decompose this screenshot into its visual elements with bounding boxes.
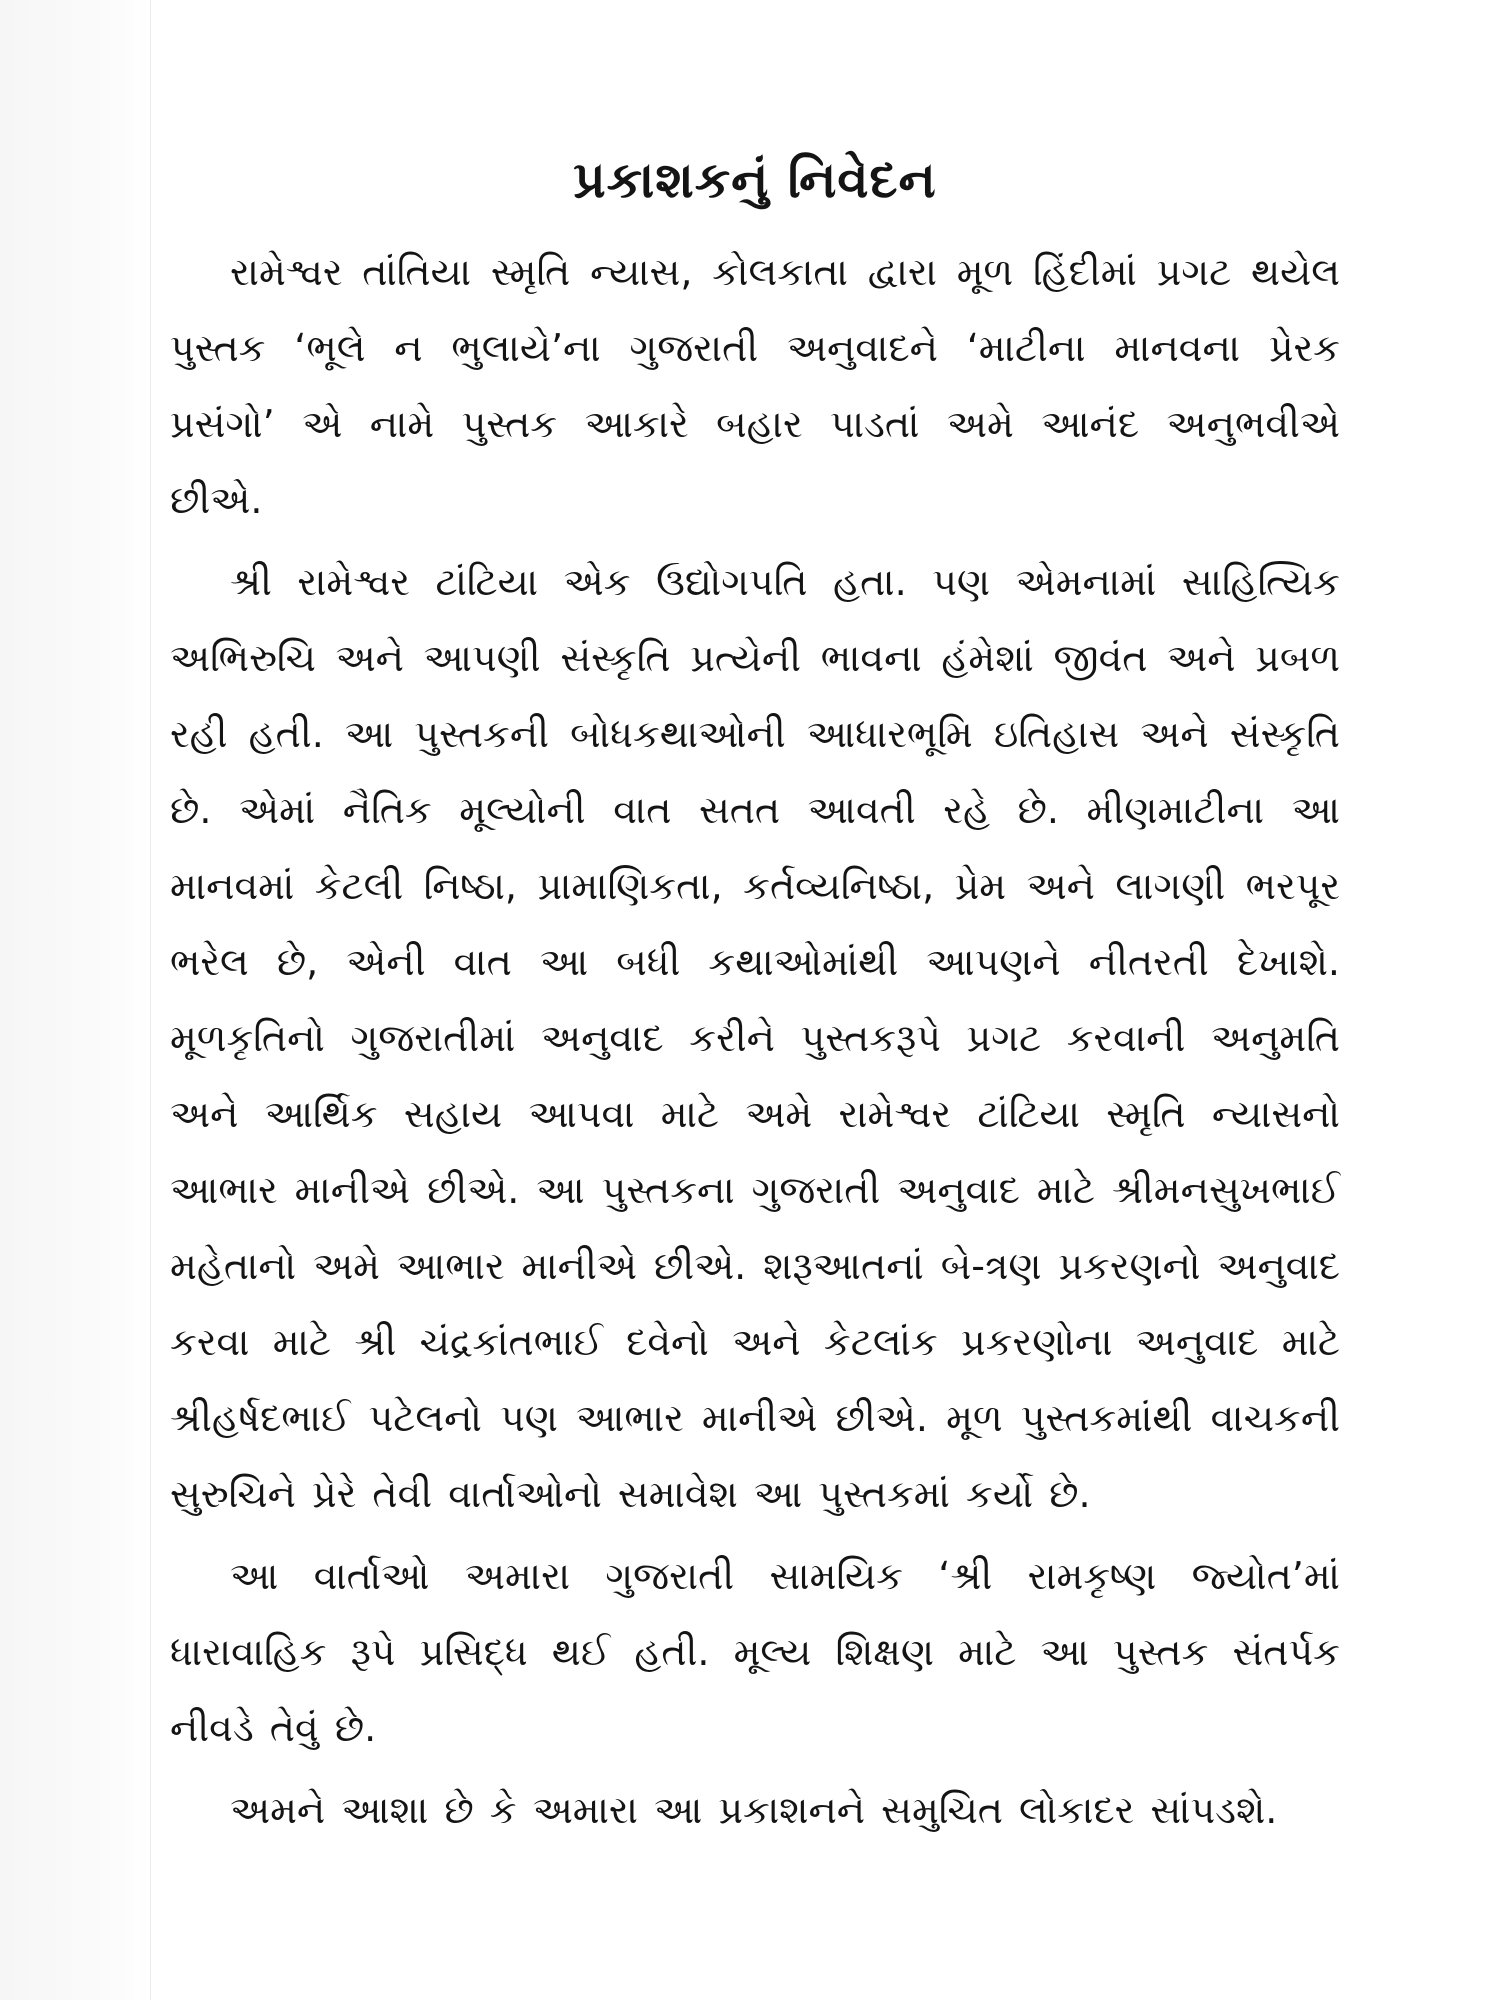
- paragraph-closing: અમને આશા છે કે અમારા આ પ્રકાશનને સમુચિત લોકાદર સાંપડશે.: [230, 1788, 1278, 1832]
- paragraph-intro: રામેશ્વર તાંતિયા સ્મૃતિ ન્યાસ, કોલકાતા દ્વારા મૂળ હિંદીમાં પ્રગટ થયેલ પુસ્તક ‘ભૂલે ન ભુલાયે’ના ગુજરાતી અનુવાદને ‘માટીના માનવના પ્રેરક પ્રસંગો’ એ નામે પુસ્તક આકારે બહાર પાડતાં અમે આનંદ અનુભવીએ છીએ.: [170, 250, 1340, 522]
- page-title: પ્રકાશકનું નિવેદન: [573, 151, 937, 209]
- paragraph-about-author: શ્રી રામેશ્વર ટાંટિયા એક ઉદ્યોગપતિ હતા. પણ એમનામાં સાહિત્યિક અભિરુચિ અને આપણી સંસ્કૃતિ પ્રત્યેની ભાવના હંમેશાં જીવંત અને પ્રબળ રહી હતી. આ પુસ્તકની બોધકથાઓની આધારભૂમિ ઇતિહાસ અને સંસ્કૃતિ છે. એમાં નૈતિક મૂલ્યોની વાત સતત આવતી રહે છે. મીણમાટીના આ માનવમાં કેટલી નિષ્ઠા, પ્રામાણિકતા, કર્તવ્યનિષ્ઠા, પ્રેમ અને લાગણી ભરપૂર ભરેલ છે, એની વાત આ બધી કથાઓમાંથી આપણને નીતરતી દેખાશે. મૂળકૃતિનો ગુજરાતીમાં અનુવાદ કરીને પુસ્તકરૂપે પ્રગટ કરવાની અનુમતિ અને આર્થિક સહાય આપવા માટે અમે રામેશ્વર ટાંટિયા સ્મૃતિ ન્યાસનો આભાર માનીએ છીએ. આ પુસ્તકના ગુજરાતી અનુવાદ માટે શ્રીમનસુખભાઈ મહેતાનો અમે આભાર માનીએ છીએ. શરૂઆતનાં બે-ત્રણ પ્રકરણનો અનુવાદ કરવા માટે શ્રી ચંદ્રકાંતભાઈ દવેનો અને કેટલાંક પ્રકરણોના અનુવાદ માટે શ્રીહર્ષદભાઈ પટેલનો પણ આભાર માનીએ છીએ. મૂળ પુસ્તકમાંથી વાચકની સુરુચિને પ્રેરે તેવી વાર્તાઓનો સમાવેશ આ પુસ્તકમાં કર્યો છે.: [170, 560, 1340, 1516]
- paragraph-serialization: આ વાર્તાઓ અમારા ગુજરાતી સામયિક ‘શ્રી રામકૃષ્ણ જ્યોત’માં ધારાવાહિક રૂપે પ્રસિદ્ધ થઈ હતી. મૂલ્ય શિક્ષણ માટે આ પુસ્તક સંતર્પક નીવડે તેવું છે.: [170, 1554, 1340, 1750]
- page-gutter-line: [150, 0, 151, 2000]
- page-body: [170, 140, 1340, 1854]
- page-gutter-shadow: [0, 0, 152, 2000]
